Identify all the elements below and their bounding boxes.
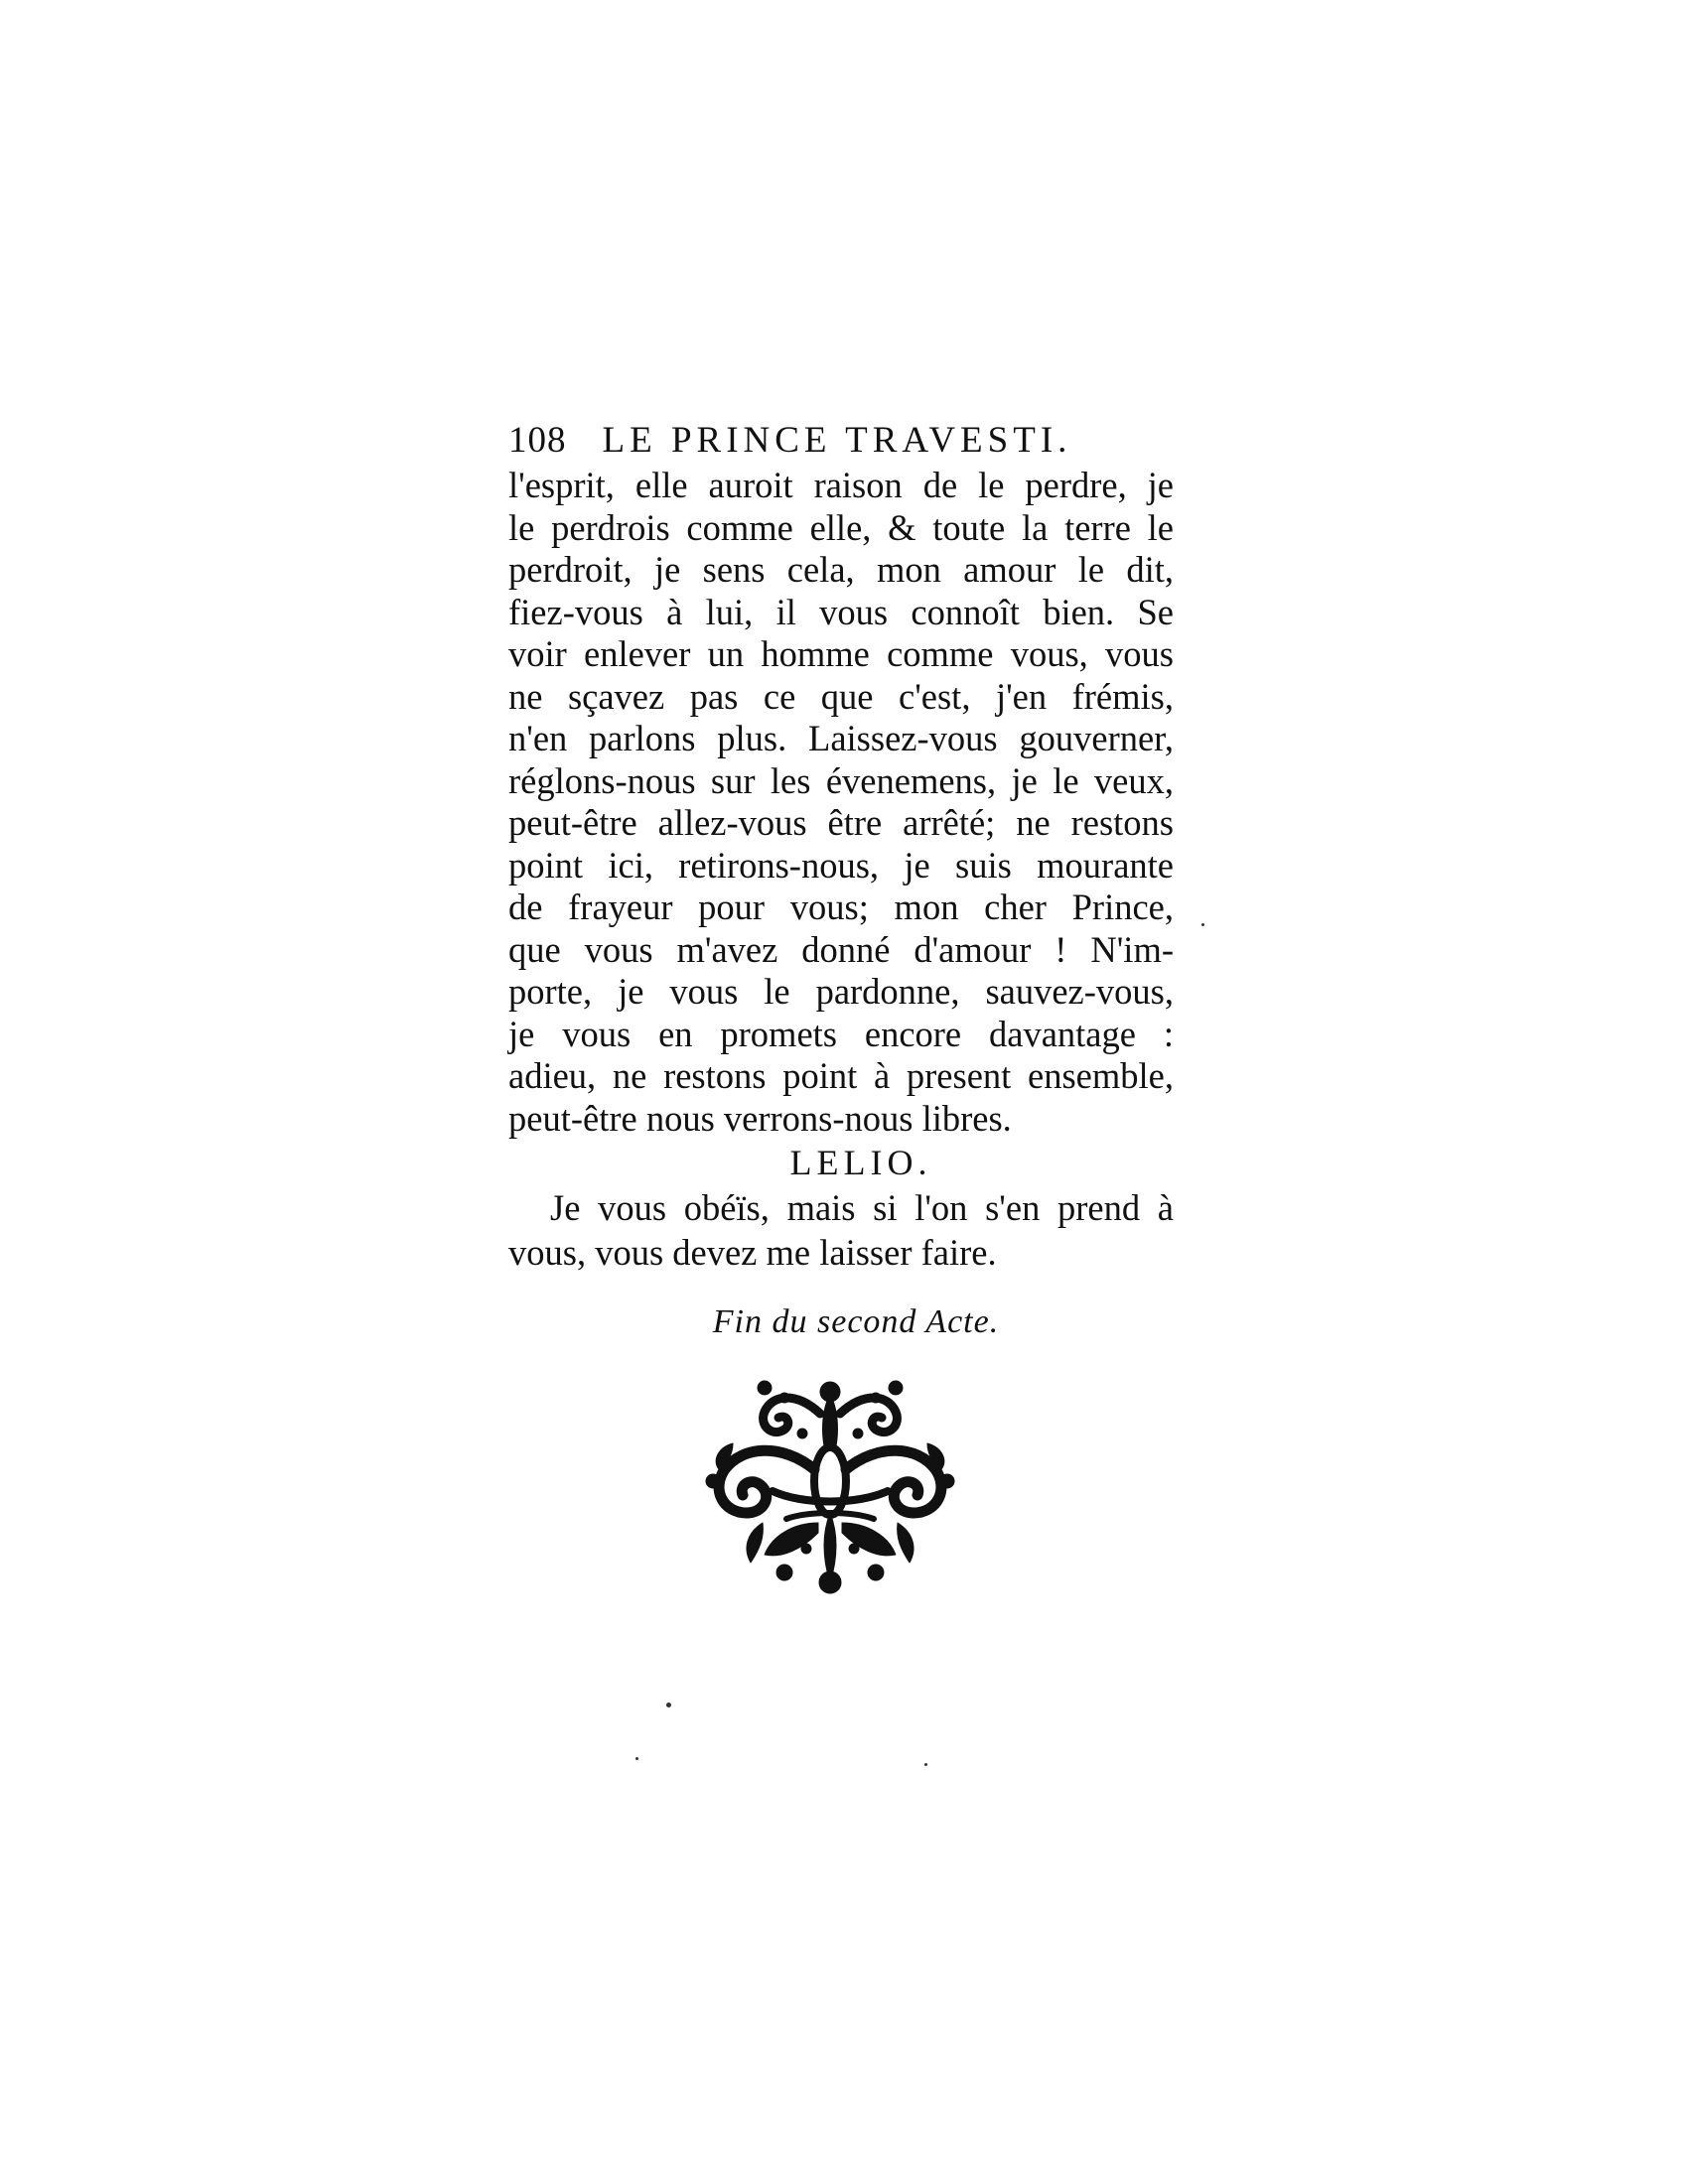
speech-paragraph [508,465,1174,1140]
ink-speck [666,1703,671,1707]
text-line: Je vous obéïs, mais si l'on s'en prend à [550,1187,1174,1228]
running-head [508,419,1174,465]
text-line: je vous en promets encore davantage : [508,1013,1174,1054]
ink-speck [924,1763,927,1766]
text-line: ne sçavez pas ce que c'est, j'en frémis, [508,675,1174,717]
text-line: n'en parlons plus. Laissez-vous gouverner, [508,718,1174,758]
page-text-block [508,419,1174,1275]
text-line: l'esprit, elle auroit raison de le perdre, je [508,465,1174,505]
text-line: porte, je vous le pardonne, sauvez-vous, [508,971,1174,1012]
floral-ornament-icon [703,1374,957,1594]
ink-speck [1201,923,1204,926]
text-line: peut-être nous verrons-nous libres. [508,1097,1012,1139]
text-line: fiez-vous à lui, il vous connoît bien. Se [508,591,1174,632]
text-line: vous, vous devez me laisser faire. [508,1232,997,1273]
text-line: voir enlever un homme comme vous, vous [508,633,1174,674]
reply-paragraph [508,1185,1174,1275]
running-title: LE PRINCE TRAVESTI. [602,420,1072,461]
speaker-name: LELIO. [789,1143,932,1182]
act-end-caption: Fin du second Acte. [712,1303,1000,1340]
text-line: adieu, ne restons point à present ensemble, [508,1055,1174,1096]
text-line: que vous m'avez donné d'amour ! N'im- [508,928,1174,970]
text-line: de frayeur pour vous; mon cher Prince, [508,887,1174,927]
ink-speck [635,1757,638,1760]
page-number: 108 [508,420,567,461]
text-line: peut-être allez-vous être arrêté; ne restons [508,802,1174,843]
text-line: perdroit, je sens cela, mon amour le dit, [508,549,1174,590]
text-line: réglons-nous sur les évenemens, je le veux, [508,759,1174,801]
text-line: point ici, retirons-nous, je suis mourante [508,844,1174,886]
text-line: le perdrois comme elle, & toute la terre le [508,506,1174,548]
